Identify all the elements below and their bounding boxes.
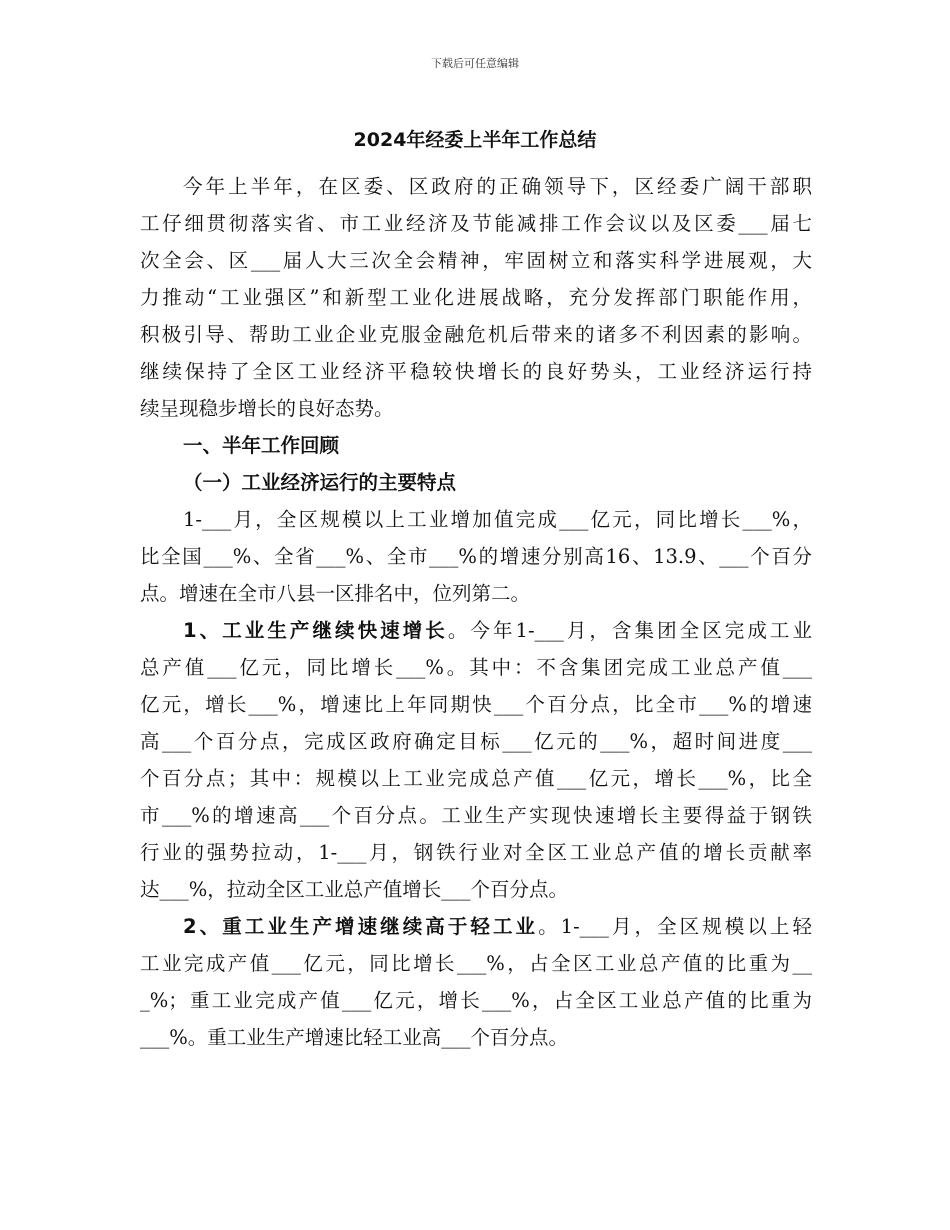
intro-line: 今年上半年，在区委、区政府的正确领导下，区经委广阔干部职	[183, 175, 812, 198]
intro-line: 力推动“工业强区”和新型工业化进展战略，充分发挥部门职能作用，	[140, 286, 812, 309]
document-body	[140, 168, 812, 1056]
paragraph-line: 达___%，拉动全区工业总产值增长___个百分点。	[140, 878, 569, 901]
header-note: 下载后可任意编辑	[431, 57, 519, 70]
subsection-heading: （一）工业经济运行的主要特点	[183, 471, 457, 494]
paragraph-line: 亿元，增长___%，增速比上年同期快___个百分点，比全市___%的增速	[140, 693, 812, 716]
paragraph-bold-lead: 1、工业生产继续快速增长	[183, 619, 448, 642]
paragraph-line: 行业的强势拉动，1-___月，钢铁行业对全区工业总产值的增长贡献率	[140, 841, 812, 864]
paragraph-line	[140, 612, 812, 649]
paragraph-line	[140, 908, 812, 945]
intro-line: 续呈现稳步增长的良好态势。	[140, 397, 394, 420]
intro-line: 积极引导、帮助工业企业克服金融危机后带来的诸多不利因素的影响。	[140, 323, 812, 346]
paragraph-line: 工业完成产值___亿元，同比增长___%，占全区工业总产值的比重为__	[140, 952, 812, 975]
paragraph-line: 1-___月，全区规模以上工业增加值完成___亿元，同比增长___%，	[183, 508, 812, 531]
paragraph-line: 高___个百分点，完成区政府确定目标___亿元的___%，超时间进度___	[140, 730, 812, 753]
paragraph-line: 点。增速在全市八县一区排名中，位列第二。	[140, 582, 531, 605]
paragraph-bold-lead: 2、重工业生产增速继续高于轻工业	[183, 915, 539, 938]
document-title: 2024年经委上半年工作总结	[353, 129, 597, 151]
intro-line: 次全会、区___届人大三次全会精神，牢固树立和落实科学进展观，大	[140, 249, 812, 272]
paragraph-line: 比全国___%、全省___%、全市___%的增速分别高16、13.9、___个百分	[140, 545, 812, 568]
paragraph-line: ___%。重工业生产增速比轻工业高___个百分点。	[140, 1026, 569, 1049]
intro-line: 继续保持了全区工业经济平稳较快增长的良好势头，工业经济运行持	[140, 360, 812, 383]
paragraph-line: 总产值___亿元，同比增长___%。其中：不含集团完成工业总产值___	[140, 656, 812, 679]
paragraph-line: 个百分点；其中：规模以上工业完成总产值___亿元，增长___%，比全	[140, 767, 812, 790]
section-heading: 一、半年工作回顾	[183, 434, 340, 457]
paragraph-line: _%；重工业完成产值___亿元，增长___%，占全区工业总产值的比重为	[140, 989, 812, 1012]
intro-line: 工仔细贯彻落实省、市工业经济及节能减排工作会议以及区委___届七	[140, 212, 812, 235]
paragraph-line: 市___%的增速高___个百分点。工业生产实现快速增长主要得益于钢铁	[140, 804, 812, 827]
paragraph-text: 。1-___月，全区规模以上轻	[538, 915, 812, 938]
paragraph-text: 。今年1-___月，含集团全区完成工业	[447, 619, 812, 642]
